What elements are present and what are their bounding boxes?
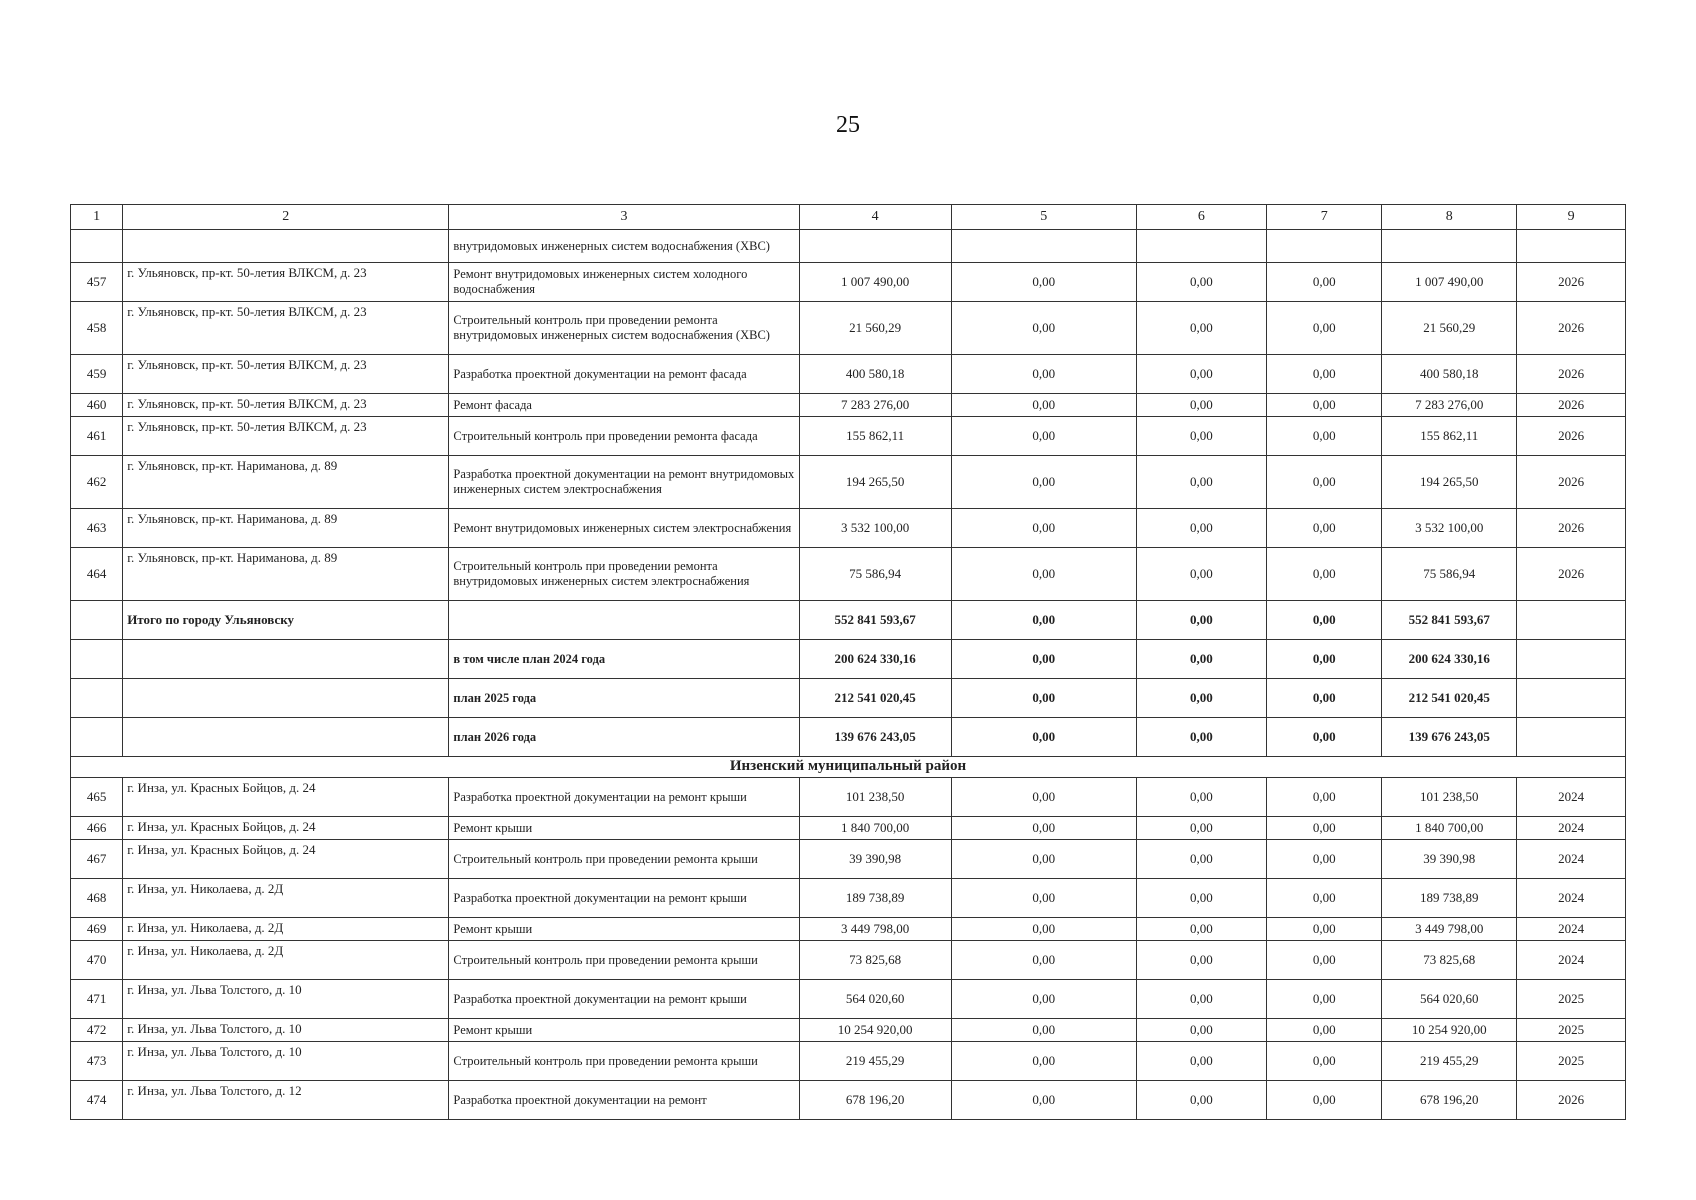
row-number: 473 xyxy=(71,1042,123,1081)
total-col8-cell: 552 841 593,67 xyxy=(1382,601,1517,640)
column-number: 5 xyxy=(951,205,1136,230)
value-col5-cell: 0,00 xyxy=(951,263,1136,302)
value-col8-cell: 1 007 490,00 xyxy=(1382,263,1517,302)
value-col5-cell: 0,00 xyxy=(951,509,1136,548)
value-col7-cell: 0,00 xyxy=(1267,778,1382,817)
value-col7-cell: 0,00 xyxy=(1267,456,1382,509)
table-row xyxy=(71,778,1626,817)
value-col6-cell: 0,00 xyxy=(1136,918,1266,941)
value-col5-cell: 0,00 xyxy=(951,980,1136,1019)
column-number: 8 xyxy=(1382,205,1517,230)
value-col7-cell: 0,00 xyxy=(1267,817,1382,840)
address-cell: г. Ульяновск, пр-кт. Нариманова, д. 89 xyxy=(123,548,449,601)
column-number: 2 xyxy=(123,205,449,230)
value-col7-cell: 0,00 xyxy=(1267,918,1382,941)
year-cell: 2024 xyxy=(1517,941,1626,980)
work-type-cell: Ремонт фасада xyxy=(449,394,799,417)
column-number: 7 xyxy=(1267,205,1382,230)
total-cost-cell: 552 841 593,67 xyxy=(799,601,951,640)
empty-cell xyxy=(799,230,951,263)
total-col6-cell: 0,00 xyxy=(1136,679,1266,718)
value-col5-cell: 0,00 xyxy=(951,456,1136,509)
cost-total-cell: 73 825,68 xyxy=(799,941,951,980)
work-type-cell: Разработка проектной документации на ремонт крыши xyxy=(449,879,799,918)
empty-cell xyxy=(71,640,123,679)
empty-cell xyxy=(71,230,123,263)
value-col6-cell: 0,00 xyxy=(1136,1081,1266,1120)
year-cell: 2026 xyxy=(1517,1081,1626,1120)
work-type-cell: Ремонт внутридомовых инженерных систем холодного водоснабжения xyxy=(449,263,799,302)
value-col5-cell: 0,00 xyxy=(951,1042,1136,1081)
row-number: 462 xyxy=(71,456,123,509)
work-type-cell: Строительный контроль при проведении ремонта внутридомовых инженерных систем электроснабжения xyxy=(449,548,799,601)
value-col6-cell: 0,00 xyxy=(1136,778,1266,817)
row-number: 463 xyxy=(71,509,123,548)
row-number: 464 xyxy=(71,548,123,601)
value-col5-cell: 0,00 xyxy=(951,879,1136,918)
total-row xyxy=(71,601,1626,640)
total-cost-cell: 200 624 330,16 xyxy=(799,640,951,679)
value-col5-cell: 0,00 xyxy=(951,1081,1136,1120)
table-row xyxy=(71,918,1626,941)
total-col6-cell: 0,00 xyxy=(1136,601,1266,640)
total-col5-cell: 0,00 xyxy=(951,718,1136,757)
value-col8-cell: 400 580,18 xyxy=(1382,355,1517,394)
value-col7-cell: 0,00 xyxy=(1267,355,1382,394)
empty-cell xyxy=(1517,230,1626,263)
total-label: Итого по городу Ульяновску xyxy=(123,601,449,640)
cost-total-cell: 155 862,11 xyxy=(799,417,951,456)
cost-total-cell: 400 580,18 xyxy=(799,355,951,394)
empty-cell xyxy=(1382,230,1517,263)
value-col7-cell: 0,00 xyxy=(1267,840,1382,879)
year-cell: 2025 xyxy=(1517,1019,1626,1042)
empty-cell xyxy=(1517,601,1626,640)
table-row xyxy=(71,355,1626,394)
year-cell: 2026 xyxy=(1517,394,1626,417)
value-col6-cell: 0,00 xyxy=(1136,840,1266,879)
row-number: 469 xyxy=(71,918,123,941)
value-col6-cell: 0,00 xyxy=(1136,417,1266,456)
value-col8-cell: 39 390,98 xyxy=(1382,840,1517,879)
empty-cell xyxy=(1517,640,1626,679)
value-col6-cell: 0,00 xyxy=(1136,980,1266,1019)
value-col5-cell: 0,00 xyxy=(951,778,1136,817)
table-row xyxy=(71,879,1626,918)
year-cell: 2024 xyxy=(1517,840,1626,879)
value-col7-cell: 0,00 xyxy=(1267,302,1382,355)
value-col5-cell: 0,00 xyxy=(951,840,1136,879)
value-col7-cell: 0,00 xyxy=(1267,941,1382,980)
cost-total-cell: 564 020,60 xyxy=(799,980,951,1019)
value-col6-cell: 0,00 xyxy=(1136,456,1266,509)
year-cell: 2026 xyxy=(1517,456,1626,509)
value-col8-cell: 189 738,89 xyxy=(1382,879,1517,918)
year-cell: 2025 xyxy=(1517,980,1626,1019)
empty-cell xyxy=(71,718,123,757)
value-col8-cell: 21 560,29 xyxy=(1382,302,1517,355)
address-cell: г. Ульяновск, пр-кт. 50-летия ВЛКСМ, д. 23 xyxy=(123,355,449,394)
value-col8-cell: 10 254 920,00 xyxy=(1382,1019,1517,1042)
total-col7-cell: 0,00 xyxy=(1267,601,1382,640)
address-cell: г. Ульяновск, пр-кт. 50-летия ВЛКСМ, д. 23 xyxy=(123,263,449,302)
value-col7-cell: 0,00 xyxy=(1267,548,1382,601)
work-type-cell: Разработка проектной документации на ремонт внутридомовых инженерных систем электроснабжения xyxy=(449,456,799,509)
year-cell: 2024 xyxy=(1517,918,1626,941)
total-row xyxy=(71,718,1626,757)
work-type-cell: Разработка проектной документации на ремонт фасада xyxy=(449,355,799,394)
row-number: 460 xyxy=(71,394,123,417)
cost-total-cell: 3 449 798,00 xyxy=(799,918,951,941)
value-col8-cell: 564 020,60 xyxy=(1382,980,1517,1019)
value-col6-cell: 0,00 xyxy=(1136,941,1266,980)
address-cell: г. Инза, ул. Льва Толстого, д. 10 xyxy=(123,1019,449,1042)
continuation-row xyxy=(71,230,1626,263)
row-number: 468 xyxy=(71,879,123,918)
value-col7-cell: 0,00 xyxy=(1267,417,1382,456)
empty-cell xyxy=(71,601,123,640)
value-col6-cell: 0,00 xyxy=(1136,879,1266,918)
cost-total-cell: 3 532 100,00 xyxy=(799,509,951,548)
value-col7-cell: 0,00 xyxy=(1267,879,1382,918)
empty-cell xyxy=(1136,230,1266,263)
total-col5-cell: 0,00 xyxy=(951,640,1136,679)
table-row xyxy=(71,263,1626,302)
cost-total-cell: 75 586,94 xyxy=(799,548,951,601)
row-number: 458 xyxy=(71,302,123,355)
address-cell: г. Инза, ул. Льва Толстого, д. 12 xyxy=(123,1081,449,1120)
value-col7-cell: 0,00 xyxy=(1267,394,1382,417)
total-plan-label xyxy=(449,601,799,640)
total-plan-label: план 2025 года xyxy=(449,679,799,718)
section-title: Инзенский муниципальный район xyxy=(71,757,1626,778)
value-col7-cell: 0,00 xyxy=(1267,980,1382,1019)
table-row xyxy=(71,456,1626,509)
total-col5-cell: 0,00 xyxy=(951,601,1136,640)
work-type-cell: Строительный контроль при проведении ремонта крыши xyxy=(449,941,799,980)
value-col6-cell: 0,00 xyxy=(1136,394,1266,417)
address-cell: г. Ульяновск, пр-кт. Нариманова, д. 89 xyxy=(123,456,449,509)
work-type-cell: Строительный контроль при проведении ремонта крыши xyxy=(449,1042,799,1081)
value-col7-cell: 0,00 xyxy=(1267,509,1382,548)
total-col7-cell: 0,00 xyxy=(1267,640,1382,679)
address-cell: г. Инза, ул. Красных Бойцов, д. 24 xyxy=(123,817,449,840)
row-number: 472 xyxy=(71,1019,123,1042)
total-col5-cell: 0,00 xyxy=(951,679,1136,718)
table-row xyxy=(71,394,1626,417)
year-cell: 2026 xyxy=(1517,509,1626,548)
address-cell: г. Инза, ул. Льва Толстого, д. 10 xyxy=(123,1042,449,1081)
total-col8-cell: 212 541 020,45 xyxy=(1382,679,1517,718)
value-col5-cell: 0,00 xyxy=(951,918,1136,941)
value-col8-cell: 101 238,50 xyxy=(1382,778,1517,817)
table-row xyxy=(71,1019,1626,1042)
table-row xyxy=(71,417,1626,456)
year-cell: 2026 xyxy=(1517,355,1626,394)
row-number: 465 xyxy=(71,778,123,817)
year-cell: 2026 xyxy=(1517,417,1626,456)
cost-total-cell: 39 390,98 xyxy=(799,840,951,879)
value-col8-cell: 7 283 276,00 xyxy=(1382,394,1517,417)
total-label xyxy=(123,640,449,679)
value-col6-cell: 0,00 xyxy=(1136,355,1266,394)
value-col5-cell: 0,00 xyxy=(951,394,1136,417)
total-col8-cell: 139 676 243,05 xyxy=(1382,718,1517,757)
total-label xyxy=(123,679,449,718)
year-cell: 2026 xyxy=(1517,302,1626,355)
total-cost-cell: 212 541 020,45 xyxy=(799,679,951,718)
continuation-text: внутридомовых инженерных систем водоснабжения (ХВС) xyxy=(449,230,799,263)
empty-cell xyxy=(951,230,1136,263)
address-cell: г. Инза, ул. Красных Бойцов, д. 24 xyxy=(123,840,449,879)
row-number: 471 xyxy=(71,980,123,1019)
total-col6-cell: 0,00 xyxy=(1136,718,1266,757)
cost-total-cell: 101 238,50 xyxy=(799,778,951,817)
value-col6-cell: 0,00 xyxy=(1136,548,1266,601)
empty-cell xyxy=(1517,718,1626,757)
work-type-cell: Ремонт крыши xyxy=(449,1019,799,1042)
total-plan-label: в том числе план 2024 года xyxy=(449,640,799,679)
value-col5-cell: 0,00 xyxy=(951,548,1136,601)
work-type-cell: Строительный контроль при проведении ремонта фасада xyxy=(449,417,799,456)
work-type-cell: Ремонт крыши xyxy=(449,918,799,941)
column-number: 1 xyxy=(71,205,123,230)
value-col6-cell: 0,00 xyxy=(1136,1019,1266,1042)
value-col8-cell: 3 449 798,00 xyxy=(1382,918,1517,941)
address-cell: г. Ульяновск, пр-кт. 50-летия ВЛКСМ, д. 23 xyxy=(123,417,449,456)
work-type-cell: Ремонт внутридомовых инженерных систем электроснабжения xyxy=(449,509,799,548)
address-cell: г. Ульяновск, пр-кт. 50-летия ВЛКСМ, д. 23 xyxy=(123,394,449,417)
value-col5-cell: 0,00 xyxy=(951,355,1136,394)
value-col8-cell: 3 532 100,00 xyxy=(1382,509,1517,548)
value-col6-cell: 0,00 xyxy=(1136,1042,1266,1081)
work-type-cell: Строительный контроль при проведении ремонта внутридомовых инженерных систем водоснабжения (ХВС) xyxy=(449,302,799,355)
value-col5-cell: 0,00 xyxy=(951,817,1136,840)
row-number: 467 xyxy=(71,840,123,879)
address-cell: г. Ульяновск, пр-кт. Нариманова, д. 89 xyxy=(123,509,449,548)
address-cell: г. Инза, ул. Николаева, д. 2Д xyxy=(123,918,449,941)
value-col8-cell: 73 825,68 xyxy=(1382,941,1517,980)
address-cell: г. Инза, ул. Николаева, д. 2Д xyxy=(123,879,449,918)
total-label xyxy=(123,718,449,757)
work-type-cell: Ремонт крыши xyxy=(449,817,799,840)
table-row xyxy=(71,980,1626,1019)
value-col6-cell: 0,00 xyxy=(1136,509,1266,548)
work-type-cell: Разработка проектной документации на ремонт крыши xyxy=(449,778,799,817)
total-col6-cell: 0,00 xyxy=(1136,640,1266,679)
total-row xyxy=(71,679,1626,718)
table-row xyxy=(71,1081,1626,1120)
table-row xyxy=(71,941,1626,980)
address-cell: г. Ульяновск, пр-кт. 50-летия ВЛКСМ, д. 23 xyxy=(123,302,449,355)
address-cell: г. Инза, ул. Николаева, д. 2Д xyxy=(123,941,449,980)
row-number: 459 xyxy=(71,355,123,394)
cost-total-cell: 1 840 700,00 xyxy=(799,817,951,840)
row-number: 474 xyxy=(71,1081,123,1120)
year-cell: 2026 xyxy=(1517,548,1626,601)
year-cell: 2026 xyxy=(1517,263,1626,302)
row-number: 466 xyxy=(71,817,123,840)
total-cost-cell: 139 676 243,05 xyxy=(799,718,951,757)
table-row xyxy=(71,302,1626,355)
row-number: 457 xyxy=(71,263,123,302)
total-row xyxy=(71,640,1626,679)
value-col7-cell: 0,00 xyxy=(1267,1081,1382,1120)
value-col8-cell: 219 455,29 xyxy=(1382,1042,1517,1081)
table-row xyxy=(71,840,1626,879)
column-number: 9 xyxy=(1517,205,1626,230)
year-cell: 2024 xyxy=(1517,778,1626,817)
cost-total-cell: 678 196,20 xyxy=(799,1081,951,1120)
value-col7-cell: 0,00 xyxy=(1267,1019,1382,1042)
year-cell: 2024 xyxy=(1517,817,1626,840)
total-col8-cell: 200 624 330,16 xyxy=(1382,640,1517,679)
repair-register-table xyxy=(70,204,1626,1120)
value-col5-cell: 0,00 xyxy=(951,941,1136,980)
address-cell: г. Инза, ул. Льва Толстого, д. 10 xyxy=(123,980,449,1019)
cost-total-cell: 194 265,50 xyxy=(799,456,951,509)
address-cell: г. Инза, ул. Красных Бойцов, д. 24 xyxy=(123,778,449,817)
table-row xyxy=(71,817,1626,840)
year-cell: 2024 xyxy=(1517,879,1626,918)
value-col5-cell: 0,00 xyxy=(951,1019,1136,1042)
column-number: 6 xyxy=(1136,205,1266,230)
value-col8-cell: 194 265,50 xyxy=(1382,456,1517,509)
value-col5-cell: 0,00 xyxy=(951,302,1136,355)
empty-cell xyxy=(123,230,449,263)
value-col8-cell: 75 586,94 xyxy=(1382,548,1517,601)
empty-cell xyxy=(71,679,123,718)
table-body xyxy=(71,205,1626,1120)
row-number: 470 xyxy=(71,941,123,980)
cost-total-cell: 21 560,29 xyxy=(799,302,951,355)
value-col6-cell: 0,00 xyxy=(1136,817,1266,840)
value-col5-cell: 0,00 xyxy=(951,417,1136,456)
total-plan-label: план 2026 года xyxy=(449,718,799,757)
value-col8-cell: 1 840 700,00 xyxy=(1382,817,1517,840)
value-col6-cell: 0,00 xyxy=(1136,263,1266,302)
section-header-row xyxy=(71,757,1626,778)
row-number: 461 xyxy=(71,417,123,456)
work-type-cell: Строительный контроль при проведении ремонта крыши xyxy=(449,840,799,879)
column-number: 3 xyxy=(449,205,799,230)
cost-total-cell: 219 455,29 xyxy=(799,1042,951,1081)
table-row xyxy=(71,548,1626,601)
work-type-cell: Разработка проектной документации на ремонт xyxy=(449,1081,799,1120)
value-col7-cell: 0,00 xyxy=(1267,263,1382,302)
page-number: 25 xyxy=(836,112,860,138)
value-col8-cell: 155 862,11 xyxy=(1382,417,1517,456)
cost-total-cell: 7 283 276,00 xyxy=(799,394,951,417)
year-cell: 2025 xyxy=(1517,1042,1626,1081)
value-col7-cell: 0,00 xyxy=(1267,1042,1382,1081)
value-col8-cell: 678 196,20 xyxy=(1382,1081,1517,1120)
cost-total-cell: 189 738,89 xyxy=(799,879,951,918)
empty-cell xyxy=(1267,230,1382,263)
total-col7-cell: 0,00 xyxy=(1267,718,1382,757)
cost-total-cell: 10 254 920,00 xyxy=(799,1019,951,1042)
value-col6-cell: 0,00 xyxy=(1136,302,1266,355)
column-number-row xyxy=(71,205,1626,230)
column-number: 4 xyxy=(799,205,951,230)
cost-total-cell: 1 007 490,00 xyxy=(799,263,951,302)
empty-cell xyxy=(1517,679,1626,718)
table-row xyxy=(71,509,1626,548)
total-col7-cell: 0,00 xyxy=(1267,679,1382,718)
table-row xyxy=(71,1042,1626,1081)
work-type-cell: Разработка проектной документации на ремонт крыши xyxy=(449,980,799,1019)
